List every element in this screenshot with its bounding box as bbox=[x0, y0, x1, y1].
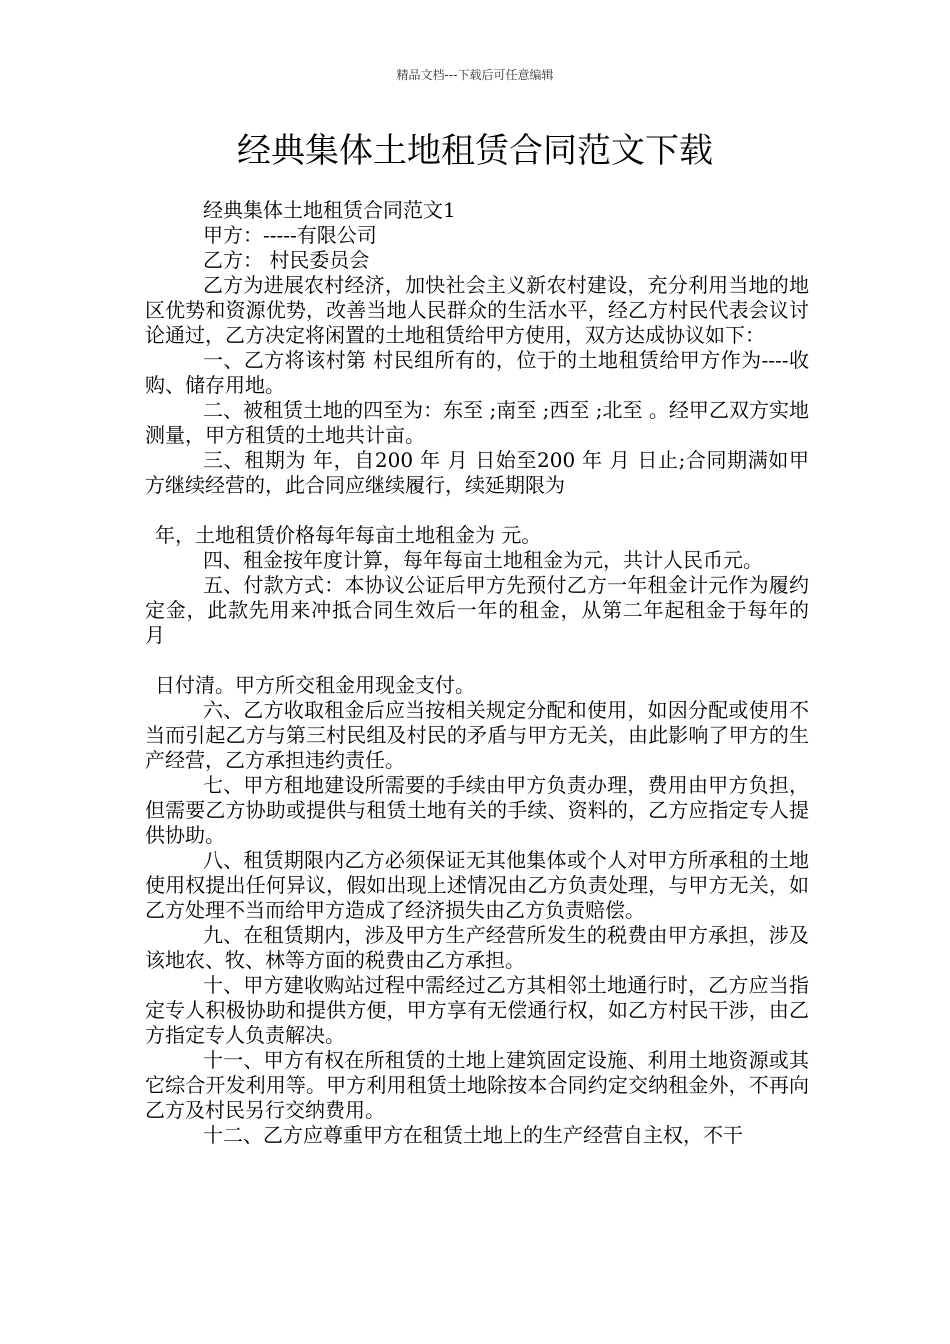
clause-11: 十一、甲方有权在所租赁的土地上建筑固定设施、利用土地资源或其它综合开发利用等。甲方利用租赁土地除按本合同约定交纳租金外，不再向乙方及村民另行交纳费用。 bbox=[145, 1048, 809, 1122]
clause-5: 五、付款方式：本协议公证后甲方先预付乙方一年租金计元作为履约定金，此款先用来冲抵合同生效后一年的租金，从第二年起租金于每年的 月 bbox=[145, 573, 809, 647]
clause-9: 九、在租赁期内，涉及甲方生产经营所发生的税费由甲方承担，涉及该地农、牧、林等方面的税费由乙方承担。 bbox=[145, 923, 809, 972]
party-a-line: 甲方：-----有限公司 bbox=[203, 223, 377, 247]
document-body bbox=[145, 198, 809, 1148]
clause-7: 七、甲方租地建设所需要的手续由甲方负责办理，费用由甲方负担，但需要乙方协助或提供与租赁土地有关的手续、资料的，乙方应指定专人提供协助。 bbox=[145, 773, 809, 847]
preamble-paragraph: 乙方为进展农村经济，加快社会主义新农村建设，充分利用当地的地区优势和资源优势，改善当地人民群众的生活水平，经乙方村民代表会议讨论通过，乙方决定将闲置的土地租赁给甲方使用，双方达成协议如下： bbox=[145, 273, 809, 347]
clause-12: 十二、乙方应尊重甲方在租赁土地上的生产经营自主权，不干 bbox=[203, 1123, 743, 1147]
clause-4: 四、租金按年度计算，每年每亩土地租金为元，共计人民币元。 bbox=[203, 548, 763, 572]
clause-2: 二、被租赁土地的四至为：东至 ;南至 ;西至 ;北至 。经甲乙双方实地测量，甲方租赁的土地共计亩。 bbox=[145, 398, 809, 447]
clause-1: 一、乙方将该村第 村民组所有的，位于的土地租赁给甲方作为----收购、储存用地。 bbox=[145, 348, 809, 397]
clause-10: 十、甲方建收购站过程中需经过乙方其相邻土地通行时，乙方应当指定专人积极协助和提供方便，甲方享有无偿通行权，如乙方村民干涉，由乙方指定专人负责解决。 bbox=[145, 973, 809, 1047]
clause-5-continued: 日付清。甲方所交租金用现金支付。 bbox=[155, 673, 475, 697]
clause-6: 六、乙方收取租金后应当按相关规定分配和使用，如因分配或使用不当而引起乙方与第三村民组及村民的矛盾与甲方无关，由此影响了甲方的生产经营，乙方承担违约责任。 bbox=[145, 698, 809, 772]
document-title: 经典集体土地租赁合同范文下载 bbox=[237, 131, 713, 171]
party-b-line: 乙方： 村民委员会 bbox=[203, 248, 370, 272]
clause-3: 三、租期为 年，自200 年 月 日始至200 年 月 日止;合同期满如甲方继续经营的，此合同应继续履行，续延期限为 bbox=[145, 448, 809, 497]
clause-8: 八、租赁期限内乙方必须保证无其他集体或个人对甲方所承租的土地使用权提出任何异议，假如出现上述情况由乙方负责处理，与甲方无关，如乙方处理不当而给甲方造成了经济损失由乙方负责赔偿。 bbox=[145, 848, 809, 922]
page-header-note: 精品文档---下载后可任意编辑 bbox=[396, 68, 554, 82]
contract-subtitle: 经典集体土地租赁合同范文1 bbox=[203, 198, 456, 222]
clause-3-continued: 年，土地租赁价格每年每亩土地租金为 元。 bbox=[155, 523, 542, 547]
